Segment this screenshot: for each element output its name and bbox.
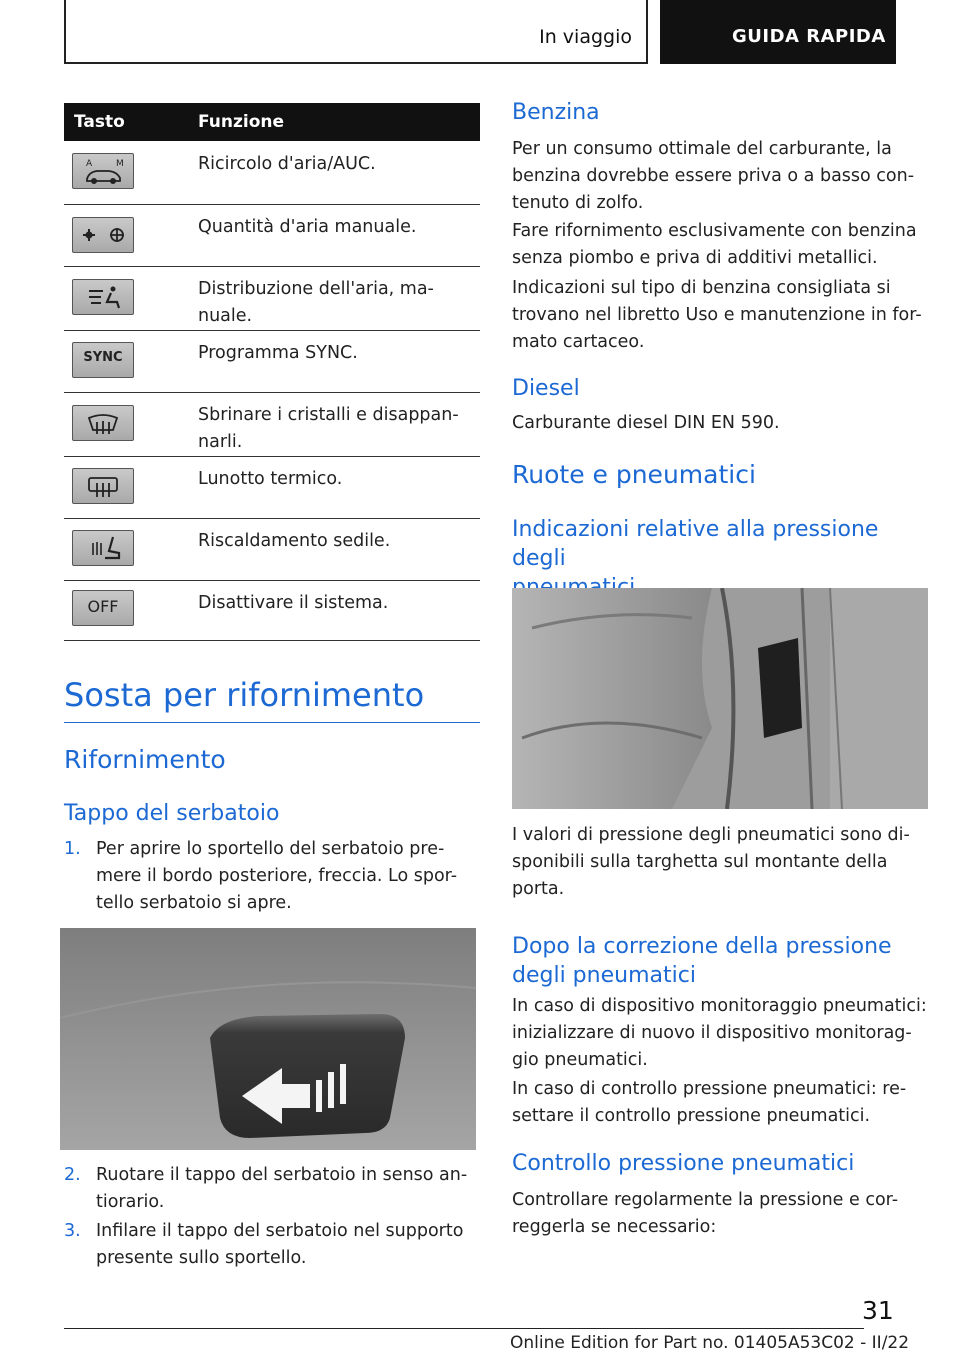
- table-cell-function: Riscaldamento sedile.: [198, 531, 391, 551]
- subsection-title: Rifornimento: [64, 745, 226, 774]
- fuel-flap-photo: [60, 928, 476, 1150]
- section-rule: [64, 722, 480, 723]
- sparkle-icon: [898, 28, 920, 50]
- table-header: [64, 103, 480, 141]
- pressure-check-paragraph: Controllare regolarmente la pressione e cor- reggerla se necessario:: [512, 1190, 899, 1237]
- col-function-header: Funzione: [198, 112, 285, 132]
- table-cell-function: Distribuzione dell'aria, ma- nuale.: [198, 279, 434, 326]
- defrost-button-image: [72, 405, 134, 441]
- off-button-image: [72, 590, 134, 626]
- seat-heat-button-image: [72, 530, 134, 566]
- seat-heating-icon: [73, 531, 133, 565]
- table-cell-function: Quantità d'aria manuale.: [198, 217, 417, 237]
- fan-icon: [73, 218, 133, 252]
- air-distribution-button-image: [72, 279, 134, 315]
- auc-button-image: [72, 153, 134, 189]
- rear-heat-button-image: [72, 468, 134, 504]
- header-guide-title: GUIDA RAPIDA: [732, 26, 886, 47]
- pressure-title: Indicazioni relative alla pressione degli: [512, 517, 879, 571]
- off-label: OFF: [87, 597, 119, 616]
- sync-label: SYNC: [83, 350, 123, 365]
- rear-window-heat-icon: [73, 469, 133, 503]
- after-correction-paragraph-2: In caso di controllo pressione pneumatici: re- settare il controllo pressione pneumatici.: [512, 1079, 907, 1126]
- benzina-paragraph-2: Fare rifornimento esclusivamente con benzina senza piombo e priva di additivi metallici.: [512, 221, 917, 268]
- auc-car-icon: [73, 154, 133, 188]
- table-cell-function: Sbrinare i cristalli e disappan- narli.: [198, 405, 459, 452]
- step-text: Ruotare il tappo del serbatoio in senso an- tiorario.: [96, 1165, 468, 1212]
- step-number: 3.: [64, 1221, 81, 1241]
- diesel-paragraph: Carburante diesel DIN EN 590.: [512, 413, 780, 433]
- table-row: [64, 518, 480, 581]
- pressure-check-title: Controllo pressione pneumatici: [512, 1151, 855, 1176]
- step-text: Infilare il tappo del serbatoio nel supporto presente sullo sportello.: [96, 1221, 464, 1268]
- table-row: [64, 456, 480, 519]
- door-pillar-illustration: [512, 588, 928, 809]
- sync-button-image: [72, 342, 134, 378]
- table-cell-function: Programma SYNC.: [198, 343, 358, 363]
- table-cell-function: Disattivare il sistema.: [198, 593, 389, 613]
- wheels-title: Ruote e pneumatici: [512, 460, 756, 489]
- svg-text:M: M: [116, 159, 124, 169]
- after-correction-title: Dopo la correzione della pressione degli pneumatici: [512, 934, 892, 988]
- fan-button-image: [72, 217, 134, 253]
- table-row: [64, 580, 480, 641]
- table-row: [64, 204, 480, 267]
- header-section-box: [64, 0, 648, 64]
- step-number: 1.: [64, 839, 81, 859]
- pressure-paragraph: I valori di pressione degli pneumatici sono di- sponibili sulla targhetta sul montante della porta.: [512, 825, 910, 899]
- topic-title: Tappo del serbatoio: [64, 801, 280, 826]
- diesel-title: Diesel: [512, 376, 580, 401]
- door-pillar-photo: [512, 588, 928, 809]
- table-row: [64, 330, 480, 393]
- header-guide-box: [660, 0, 896, 64]
- step-number: 2.: [64, 1165, 81, 1185]
- footer-edition: Online Edition for Part no. 01405A53C02 - II/22: [510, 1333, 910, 1353]
- table-cell-function: Ricircolo d'aria/AUC.: [198, 154, 376, 174]
- header-section-title: In viaggio: [539, 26, 632, 48]
- section-title: Sosta per rifornimento: [64, 676, 425, 714]
- page-number: 31: [862, 1296, 894, 1325]
- fuel-flap-illustration: [60, 928, 476, 1150]
- svg-text:A: A: [86, 159, 93, 169]
- table-row: [64, 392, 480, 457]
- col-key-header: Tasto: [74, 112, 125, 132]
- table-row: [64, 266, 480, 331]
- step-text: Per aprire lo sportello del serbatoio pre- mere il bordo posteriore, freccia. Lo spor- tello serbatoio si apre.: [96, 839, 458, 913]
- benzina-title: Benzina: [512, 100, 600, 125]
- table-row: [64, 141, 480, 205]
- table-cell-function: Lunotto termico.: [198, 469, 343, 489]
- windshield-defrost-icon: [73, 406, 133, 440]
- footer-rule: [64, 1328, 864, 1329]
- benzina-paragraph-1: Per un consumo ottimale del carburante, la benzina dovrebbe essere priva o a basso con- tenuto di zolfo.: [512, 139, 915, 213]
- benzina-paragraph-3: Indicazioni sul tipo di benzina consigliata si trovano nel libretto Uso e manutenzione in for- mato cartaceo.: [512, 278, 922, 352]
- after-correction-paragraph-1: In caso di dispositivo monitoraggio pneumatici: inizializzare di nuovo il dispositivo monitorag- gio pneumatici.: [512, 996, 927, 1070]
- air-distribution-icon: [73, 280, 133, 314]
